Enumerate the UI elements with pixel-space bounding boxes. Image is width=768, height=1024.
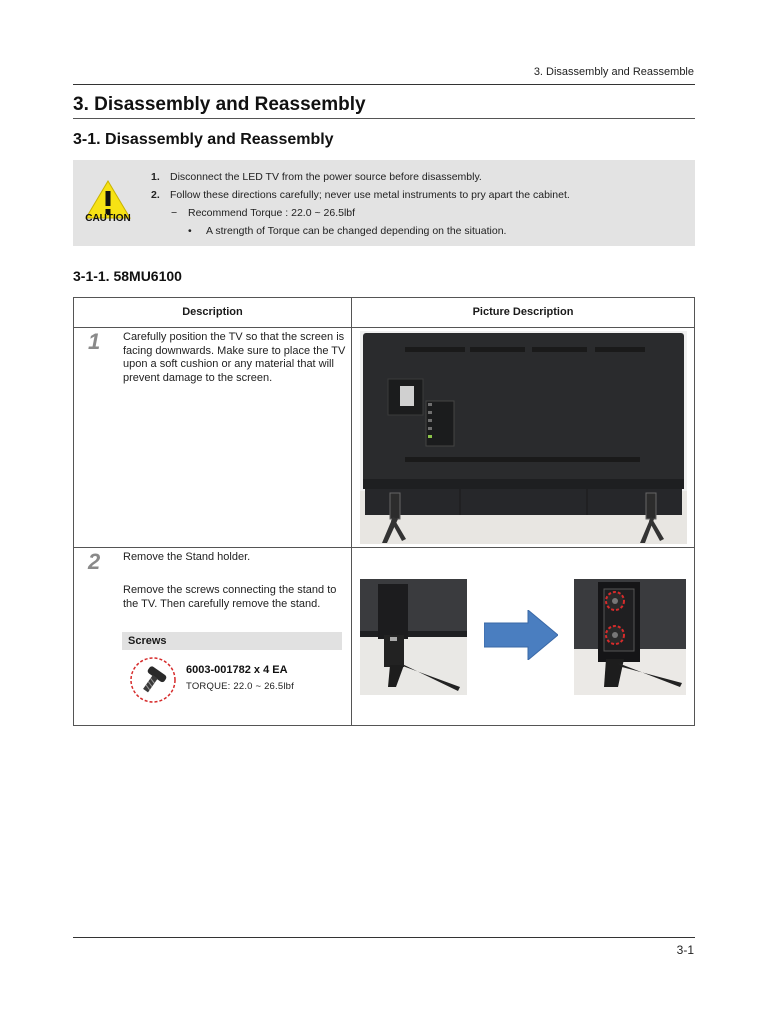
screw-icon: [129, 656, 177, 704]
column-divider: [351, 298, 352, 725]
model-heading: 3-1-1. 58MU6100: [73, 268, 182, 284]
screw-torque: TORQUE: 22.0 ~ 26.5lbf: [186, 681, 294, 692]
running-header: 3. Disassembly and Reassemble: [533, 66, 694, 78]
tv-rear-photo: [360, 331, 687, 544]
bullet-marker: •: [188, 225, 192, 237]
section-title: 3-1. Disassembly and Reassembly: [73, 131, 334, 148]
step-number: 2: [88, 549, 101, 574]
column-header-picture: Picture Description: [472, 306, 574, 318]
arrow-right-icon: [484, 610, 558, 660]
title-rule: [73, 118, 695, 119]
caution-item-text: Follow these directions carefully; never use metal instruments to pry apart the cabinet.: [170, 189, 570, 201]
header-rule: [73, 84, 695, 85]
stand-screws-photo: [574, 579, 686, 695]
table-header-row: [74, 298, 694, 328]
step-description: Carefully position the TV so that the screen is facing downwards. Make sure to place the TV upon a soft cushion or any material that will prevent damage to the screen.: [123, 331, 346, 384]
page-number: 3-1: [676, 943, 694, 957]
dash-marker: −: [171, 207, 178, 219]
caution-item-number: 1.: [151, 171, 160, 183]
caution-box: [73, 160, 695, 246]
torque-note: Recommend Torque : 22.0 ~ 26.5lbf: [188, 207, 356, 219]
row-divider: [74, 547, 694, 548]
column-header-description: Description: [182, 306, 243, 318]
steps-table: [73, 297, 695, 726]
page-title: 3. Disassembly and Reassembly: [73, 94, 366, 115]
stand-before-photo: [360, 579, 467, 695]
step-number: 1: [88, 329, 101, 354]
caution-item-number: 2.: [151, 189, 160, 201]
step-description: Remove the Stand holder.: [123, 551, 251, 563]
screw-part-number: 6003-001782 x 4 EA: [186, 664, 288, 676]
footer-rule: [73, 937, 695, 938]
caution-label: CAUTION: [85, 213, 131, 224]
torque-bullet-note: A strength of Torque can be changed depending on the situation.: [206, 225, 507, 237]
caution-item-text: Disconnect the LED TV from the power source before disassembly.: [170, 171, 482, 183]
step-description-detail: Remove the screws connecting the stand to the TV. Then carefully remove the stand.: [123, 584, 337, 610]
screws-label: Screws: [122, 632, 342, 650]
